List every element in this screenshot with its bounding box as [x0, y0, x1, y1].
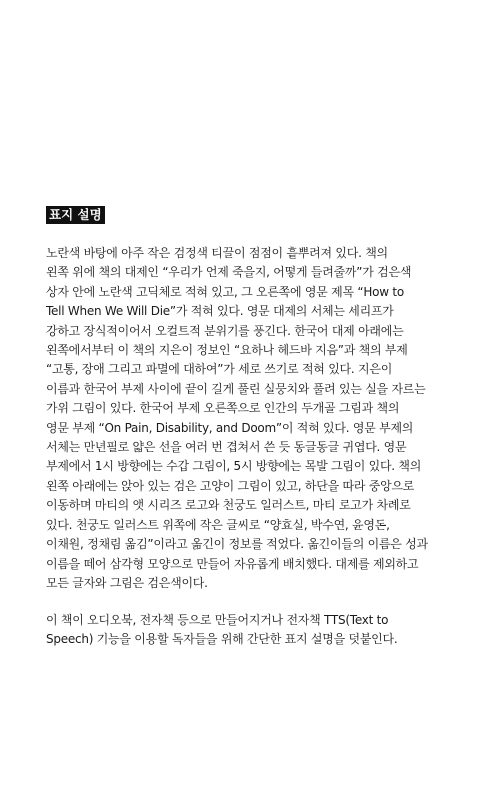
- text-line: 이름을 떼어 삼각형 모양으로 만들어 자유롭게 배치했다. 대제를 제외하고: [46, 556, 419, 571]
- text-line: “고통, 장애 그리고 파멸에 대하여”가 세로 쓰기로 적혀 있다. 지은이: [46, 362, 393, 377]
- text-line: 영문 부제 “On Pain, Disability, and Doom”이 적혀 있다. 영문 부제의: [46, 420, 414, 435]
- section-heading: 표지 설명: [46, 206, 105, 224]
- text-line: Tell When We Will Die”가 적혀 있다. 영문 대제의 서체는 세리프가: [46, 304, 394, 319]
- accessibility-note-paragraph: [46, 611, 464, 650]
- text-line: 왼쪽 위에 책의 대제인 “우리가 언제 죽을지, 어떻게 들려줄까”가 검은색: [46, 265, 412, 280]
- text-line: 이름과 한국어 부제 사이에 끝이 길게 풀린 실뭉치와 풀려 있는 실을 자르는: [46, 381, 426, 396]
- text-line: 왼쪽 아래에는 앉아 있는 검은 고양이 그림이 있고, 하단을 따라 중앙으로: [46, 478, 415, 493]
- text-line: 노란색 바탕에 아주 작은 검정색 티끌이 점점이 흩뿌려져 있다. 책의: [46, 246, 388, 260]
- text-line: 왼쪽에서부터 이 책의 지은이 정보인 “요하나 헤드바 지음”과 책의 부제: [46, 343, 408, 358]
- text-line: 가위 그림이 있다. 한국어 부제 오른쪽으로 인간의 두개골 그림과 책의: [46, 401, 400, 416]
- text-line: 상자 안에 노란색 고딕체로 적혀 있고, 그 오른쪽에 영문 제목 “How to: [46, 284, 404, 299]
- text-line: 서체는 만년필로 얇은 선을 여러 번 겹쳐서 쓴 듯 동글동글 귀엽다. 영문: [46, 440, 407, 455]
- text-line: 모든 글자와 그림은 검은색이다.: [46, 575, 208, 590]
- text-line: 있다. 천궁도 일러스트 위쪽에 작은 글씨로 “양효실, 박수연, 윤영돈,: [46, 517, 390, 532]
- text-line: 이 책이 오디오북, 전자책 등으로 만들어지거나 전자책 TTS(Text to: [46, 613, 389, 627]
- text-line: 이동하며 마티의 앳 시리즈 로고와 천궁도 일러스트, 마티 로고가 차례로: [46, 498, 411, 513]
- text-line: Speech) 기능을 이용할 독자들을 위해 간단한 표지 설명을 덧붙인다.: [46, 632, 398, 647]
- text-line: 강하고 장식적이어서 오컬트적 분위기를 풍긴다. 한국어 대제 아래에는: [46, 323, 404, 338]
- text-line: 부제에서 1시 방향에는 수갑 그림이, 5시 방향에는 목발 그림이 있다. 책의: [46, 459, 422, 474]
- text-line: 이채원, 정채림 옮김”이라고 옮긴이 정보를 적었다. 옮긴이들의 이름은 성과: [46, 537, 428, 552]
- cover-description-paragraph: [46, 244, 464, 593]
